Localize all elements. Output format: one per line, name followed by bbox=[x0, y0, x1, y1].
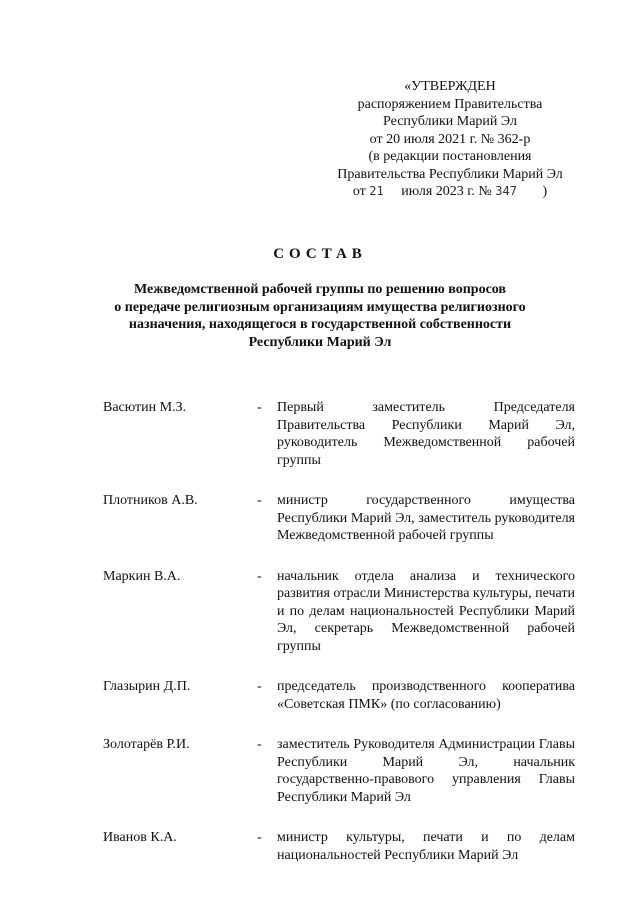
member-dash: - bbox=[257, 568, 262, 584]
member-role: министр культуры, печати и по делам национальностей Республики Марий Эл bbox=[277, 830, 575, 863]
approval-republic-line: Республики Марий Эл bbox=[383, 114, 517, 129]
member-role: Первый заместитель Председателя Правительства Республики Марий Эл, руководитель Межведомственной рабочей группы bbox=[277, 400, 575, 468]
amendment-number: 347 bbox=[495, 184, 517, 198]
member-dash: - bbox=[257, 830, 262, 845]
member-row bbox=[103, 492, 575, 545]
amendment-suffix: ) bbox=[542, 184, 548, 199]
member-role: председатель производственного кооператива «Советская ПМК» (по согласованию) bbox=[277, 679, 575, 712]
document-subtitle bbox=[60, 281, 580, 351]
member-role: министр государственного имущества Республики Марий Эл, заместитель руководителя Межведомственной рабочей группы bbox=[277, 493, 575, 543]
approval-order-line: распоряжением Правительства bbox=[357, 96, 543, 112]
member-name: Глазырин Д.П. bbox=[103, 679, 191, 694]
approval-date-line: от 20 июля 2021 г. № 362-р bbox=[369, 131, 531, 147]
approval-heading: «УТВЕРЖДЕН bbox=[404, 79, 496, 94]
approval-block bbox=[300, 78, 600, 201]
subtitle-line-3: назначения, находящегося в государственной собственности bbox=[128, 317, 512, 332]
member-dash: - bbox=[257, 737, 262, 752]
member-name: Золотарёв Р.И. bbox=[103, 737, 190, 752]
member-row bbox=[103, 399, 575, 469]
amendment-middle: июля 2023 г. № bbox=[401, 184, 492, 199]
member-dash: - bbox=[257, 400, 262, 415]
member-row bbox=[103, 736, 575, 806]
approval-government-line: Правительства Республики Марий Эл bbox=[337, 166, 563, 182]
member-name: Плотников А.В. bbox=[103, 493, 198, 508]
member-dash: - bbox=[257, 493, 262, 508]
member-row bbox=[103, 568, 575, 656]
member-role: начальник отдела анализа и технического развития отрасли Министерства культуры, печати и по делам национальностей Республики Марий Эл, секретарь Межведомственной рабочей группы bbox=[277, 568, 575, 654]
member-role: заместитель Руководителя Администрации Главы Республики Марий Эл, начальник государственно-правового управления Главы Республики Марий Эл bbox=[277, 737, 575, 805]
members-list bbox=[103, 399, 575, 864]
member-name: Иванов К.А. bbox=[103, 830, 177, 845]
member-dash: - bbox=[257, 679, 262, 694]
subtitle-line-2: о передаче религиозным организациям имущества религиозного bbox=[114, 299, 526, 315]
member-name: Васютин М.З. bbox=[103, 400, 187, 415]
subtitle-line-1: Межведомственной рабочей группы по решению вопросов bbox=[133, 282, 506, 297]
member-row bbox=[103, 829, 575, 864]
amendment-day: 21 bbox=[369, 184, 384, 198]
member-name: Маркин В.А. bbox=[103, 568, 181, 584]
subtitle-line-4: Республики Марий Эл bbox=[248, 334, 392, 350]
member-row bbox=[103, 678, 575, 713]
approval-edition-line: (в редакции постановления bbox=[368, 149, 532, 164]
amendment-prefix: от bbox=[352, 184, 366, 199]
document-title: СОСТАВ bbox=[273, 246, 367, 262]
approval-amendment-line bbox=[300, 183, 600, 201]
